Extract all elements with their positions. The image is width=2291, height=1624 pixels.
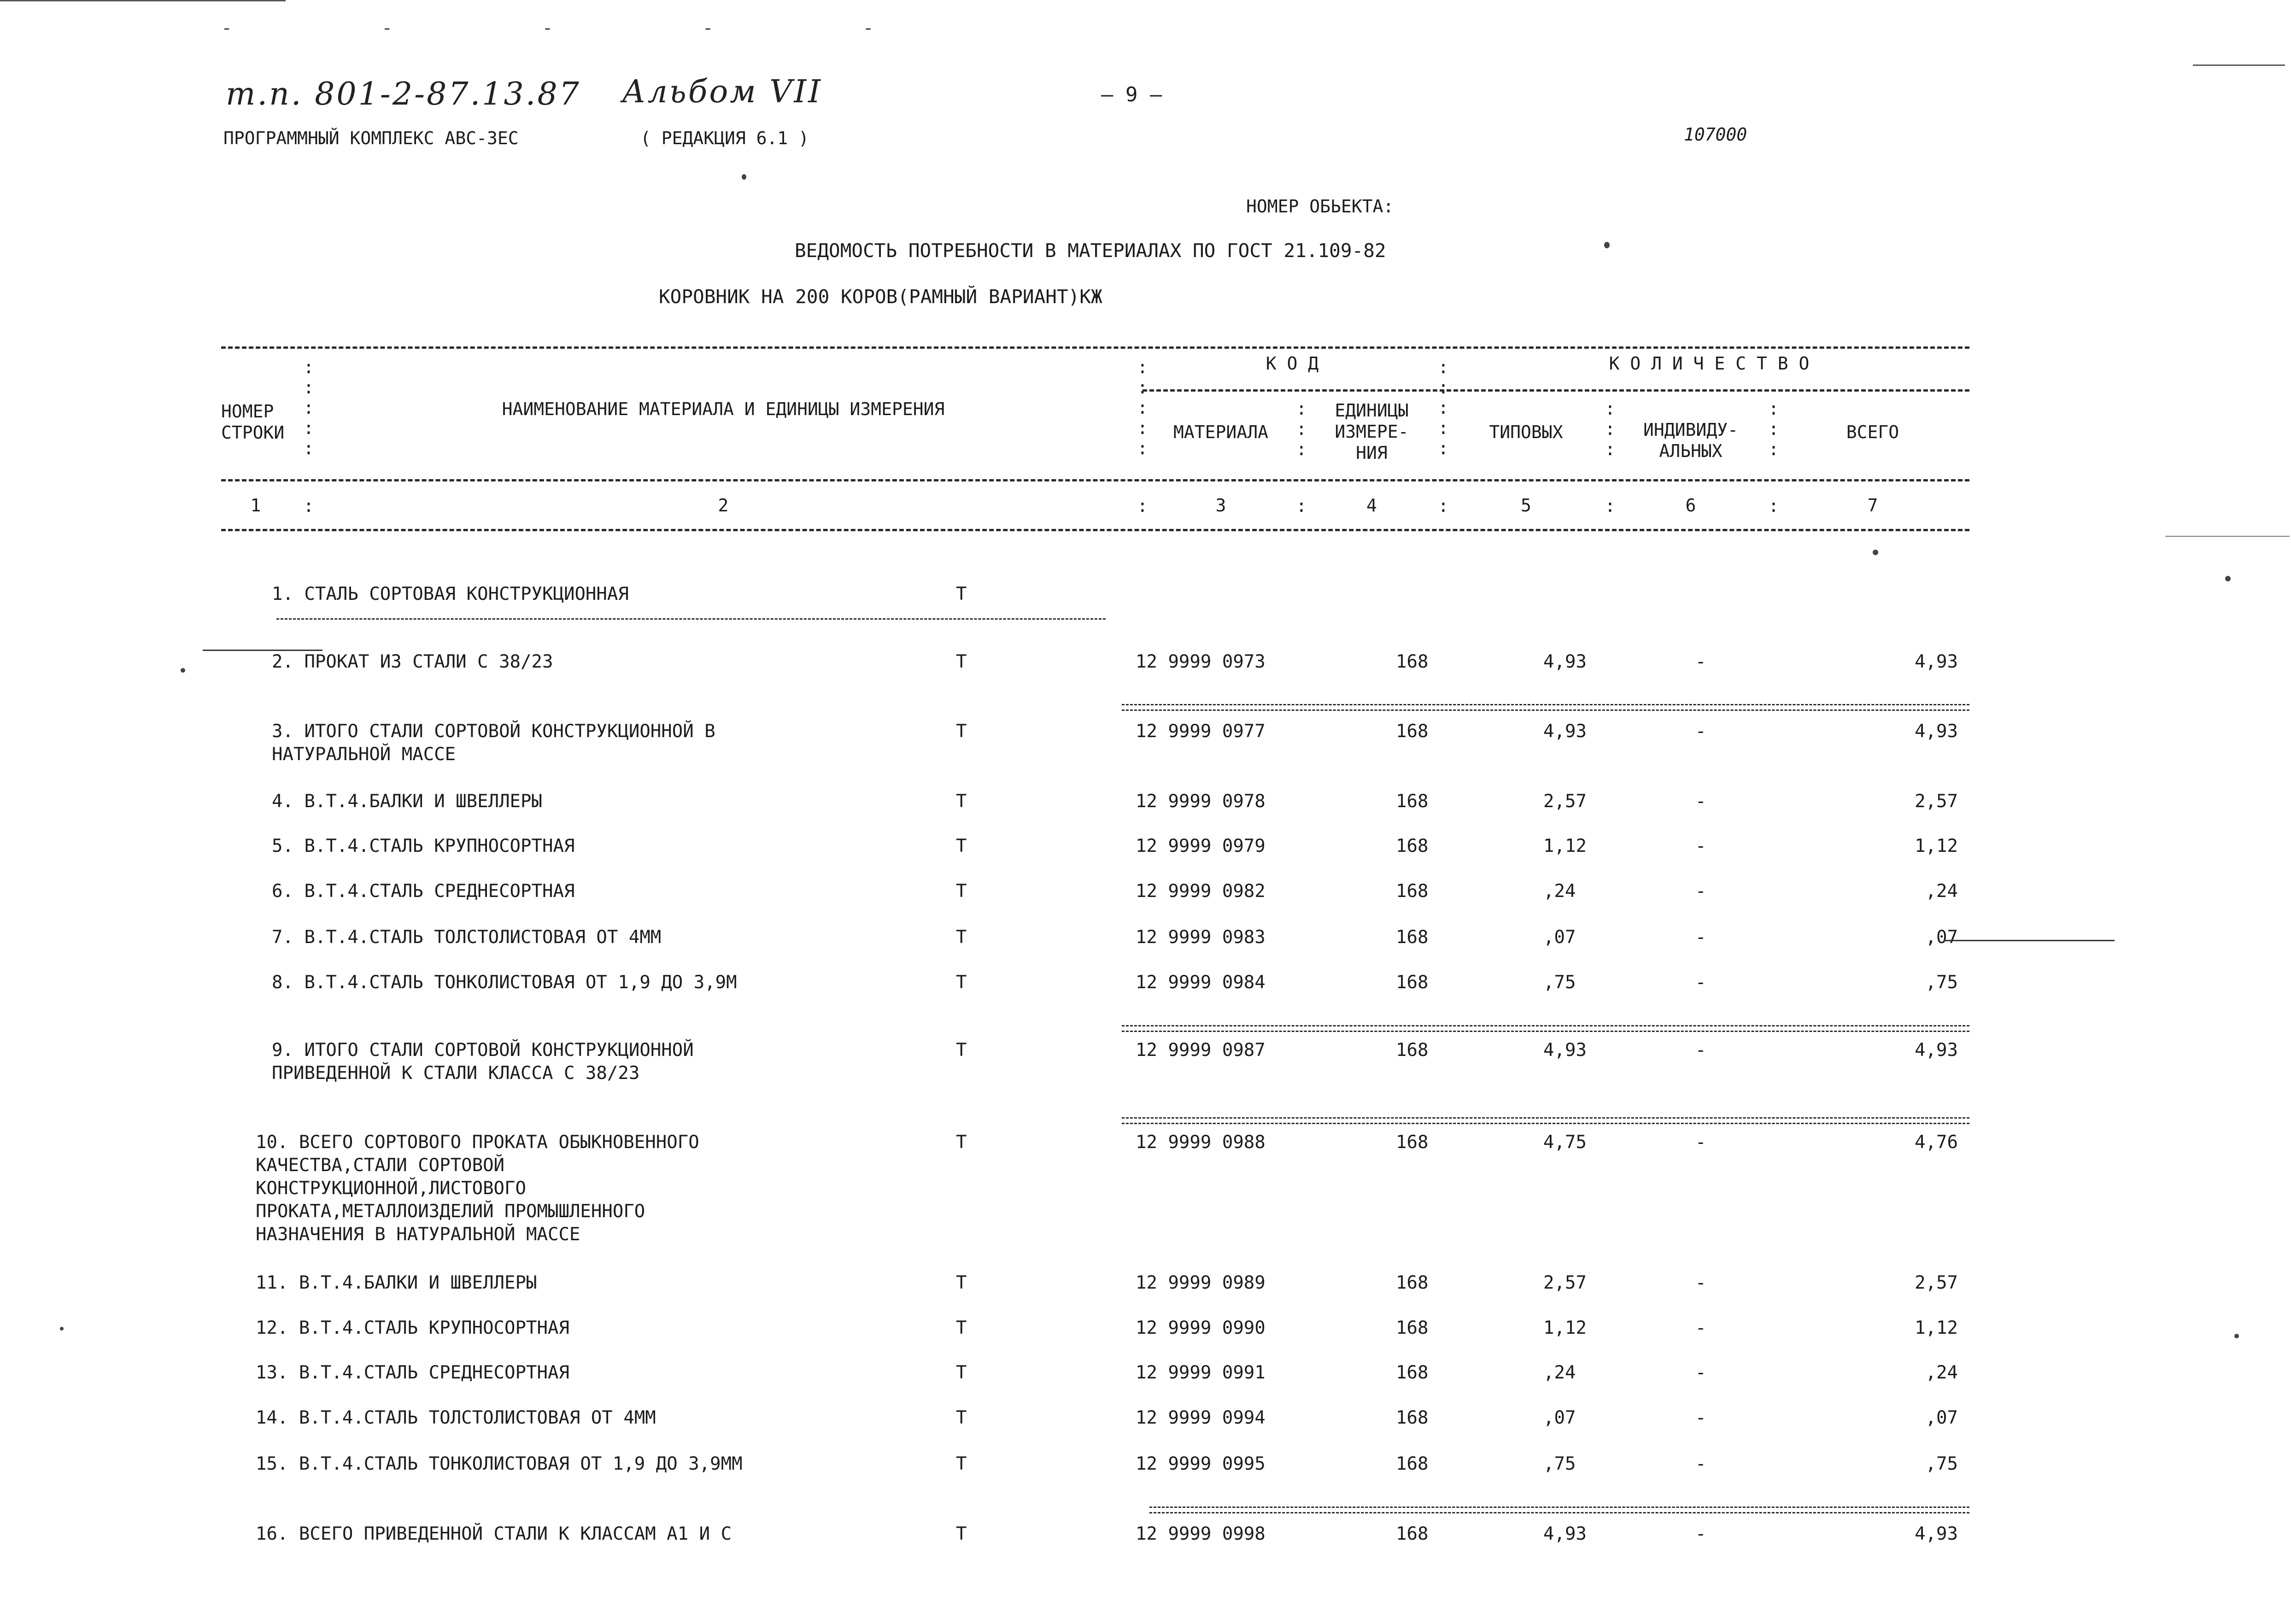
row-9-unit: Т	[956, 1040, 967, 1061]
colnum-sep-2: :	[1137, 496, 1148, 516]
row-14-code: 12 9999 0994	[1136, 1407, 1266, 1428]
object-number-label: НОМЕР ОБЬЕКТА:	[1246, 196, 1394, 217]
program-label: ПРОГРАММНЫЙ КОМПЛЕКС АВС-3ЕС	[223, 128, 519, 148]
row-2-individual: -	[1695, 651, 1706, 672]
row-3-uom: 168	[1396, 721, 1429, 742]
colnum-4: 4	[1366, 495, 1377, 516]
margin-line	[2193, 64, 2285, 66]
row-8-total: ,75	[1925, 972, 1958, 993]
row-11-individual: -	[1695, 1272, 1706, 1293]
row-15-uom: 168	[1396, 1454, 1429, 1474]
row-16-total: 4,93	[1915, 1524, 1958, 1544]
row-14-typical: ,07	[1543, 1407, 1576, 1428]
colnum-7: 7	[1867, 495, 1878, 516]
row-5-uom: 168	[1396, 836, 1429, 856]
row-7-individual: -	[1695, 927, 1706, 948]
row-11-typical: 2,57	[1543, 1272, 1587, 1293]
row-13-total: ,24	[1925, 1362, 1958, 1383]
row-12-uom: 168	[1396, 1318, 1429, 1338]
table-top-rule	[221, 346, 1969, 349]
row-12-name: 12. В.Т.4.СТАЛЬ КРУПНОСОРТНАЯ	[256, 1318, 569, 1338]
head-row-number: НОМЕР СТРОКИ	[221, 401, 285, 443]
row-5-name: 5. В.Т.4.СТАЛЬ КРУПНОСОРТНАЯ	[272, 836, 575, 856]
section-underline	[276, 618, 1106, 620]
row-15-typical: ,75	[1543, 1454, 1576, 1474]
scan-speck	[2225, 576, 2231, 581]
row-10-unit: Т	[956, 1132, 967, 1153]
row-5-individual: -	[1695, 836, 1706, 856]
subtotal-rule-4	[1149, 1507, 1969, 1513]
row-10-individual: -	[1695, 1132, 1706, 1153]
row-6-individual: -	[1695, 881, 1706, 902]
colnum-1: 1	[250, 495, 261, 516]
row-6-total: ,24	[1925, 881, 1958, 902]
row-9-individual: -	[1695, 1040, 1706, 1061]
row-14-name: 14. В.Т.4.СТАЛЬ ТОЛСТОЛИСТОВАЯ ОТ 4ММ	[256, 1407, 656, 1428]
margin-line	[2165, 536, 2290, 537]
head-qty-group: К О Л И Ч Е С Т В О	[1609, 353, 1810, 374]
colnum-sep-5: :	[1605, 496, 1616, 516]
colnum-sep-3: :	[1296, 496, 1307, 516]
row-2-typical: 4,93	[1543, 651, 1587, 672]
album-label: Альбом VII	[622, 74, 823, 110]
row-11-uom: 168	[1396, 1272, 1429, 1293]
row-14-individual: -	[1695, 1407, 1706, 1428]
scan-speck	[2234, 1334, 2239, 1338]
scan-speck	[60, 1327, 64, 1331]
scan-speck	[1873, 550, 1878, 555]
row-8-code: 12 9999 0984	[1136, 972, 1266, 993]
row-8-unit: Т	[956, 972, 967, 993]
row-7-total: ,07	[1925, 927, 1958, 948]
row-9-uom: 168	[1396, 1040, 1429, 1061]
row-13-name: 13. В.Т.4.СТАЛЬ СРЕДНЕСОРТНАЯ	[256, 1362, 569, 1383]
head-bottom-rule	[221, 479, 1969, 481]
scan-speck	[181, 668, 185, 673]
row-4-code: 12 9999 0978	[1136, 791, 1266, 812]
head-code-group: К О Д	[1266, 353, 1319, 374]
separator-4: : : : : :	[1438, 357, 1449, 458]
row-14-uom: 168	[1396, 1407, 1429, 1428]
row-7-unit: Т	[956, 927, 967, 948]
row-6-code: 12 9999 0982	[1136, 881, 1266, 902]
row-15-name: 15. В.Т.4.СТАЛЬ ТОНКОЛИСТОВАЯ ОТ 1,9 ДО 3,9ММ	[256, 1454, 743, 1474]
row-1-unit: Т	[956, 584, 967, 604]
row-9-typical: 4,93	[1543, 1040, 1587, 1061]
separator-2: : : : : :	[1137, 357, 1148, 458]
row-13-typical: ,24	[1543, 1362, 1576, 1383]
subtotal-rule-3	[1122, 1117, 1969, 1124]
row-16-individual: -	[1695, 1524, 1706, 1544]
top-artifact-marks: - - - - -	[221, 18, 943, 39]
row-12-total: 1,12	[1915, 1318, 1958, 1338]
colnum-3: 3	[1215, 495, 1226, 516]
row-5-code: 12 9999 0979	[1136, 836, 1266, 856]
row-15-total: ,75	[1925, 1454, 1958, 1474]
subtotal-rule-2	[1122, 1025, 1969, 1032]
colnum-sep-4: :	[1438, 496, 1449, 516]
row-10-uom: 168	[1396, 1132, 1429, 1153]
row-15-individual: -	[1695, 1454, 1706, 1474]
row-9-total: 4,93	[1915, 1040, 1958, 1061]
row-2-uom: 168	[1396, 651, 1429, 672]
head-total: ВСЕГО	[1846, 422, 1899, 442]
colnum-2: 2	[718, 495, 729, 516]
colnum-5: 5	[1521, 495, 1531, 516]
row-4-unit: Т	[956, 791, 967, 812]
margin-line	[1944, 940, 2115, 941]
colnum-bottom-rule	[221, 529, 1969, 531]
row-16-code: 12 9999 0998	[1136, 1524, 1266, 1544]
row-8-typical: ,75	[1543, 972, 1576, 993]
row-16-name: 16. ВСЕГО ПРИВЕДЕННОЙ СТАЛИ К КЛАССАМ А1 И С	[256, 1524, 732, 1544]
row-11-unit: Т	[956, 1272, 967, 1293]
row-7-name: 7. В.Т.4.СТАЛЬ ТОЛСТОЛИСТОВАЯ ОТ 4ММ	[272, 927, 662, 948]
object-code: 107000	[1684, 124, 1747, 145]
colnum-sep-6: :	[1768, 496, 1779, 516]
row-16-unit: Т	[956, 1524, 967, 1544]
row-7-code: 12 9999 0983	[1136, 927, 1266, 948]
row-7-uom: 168	[1396, 927, 1429, 948]
row-4-total: 2,57	[1915, 791, 1958, 812]
doc-number: т.п. 801-2-87.13.87	[226, 76, 581, 112]
row-2-unit: Т	[956, 651, 967, 672]
row-5-typical: 1,12	[1543, 836, 1587, 856]
row-16-uom: 168	[1396, 1524, 1429, 1544]
row-11-name: 11. В.Т.4.БАЛКИ И ШВЕЛЛЕРЫ	[256, 1272, 537, 1293]
row-12-typical: 1,12	[1543, 1318, 1587, 1338]
row-12-code: 12 9999 0990	[1136, 1318, 1266, 1338]
row-5-unit: Т	[956, 836, 967, 856]
row-4-typical: 2,57	[1543, 791, 1587, 812]
row-15-code: 12 9999 0995	[1136, 1454, 1266, 1474]
row-10-name: 10. ВСЕГО СОРТОВОГО ПРОКАТА ОБЫКНОВЕННОГО КАЧЕСТВА,СТАЛИ СОРТОВОЙ КОНСТРУКЦИОННОЙ,ЛИСТОВОГО ПРОКАТА,МЕТАЛЛОИЗДЕЛИЙ ПРОМЫШЛЕННОГО НАЗНАЧЕНИЯ В НАТУРАЛЬНОЙ МАССЕ	[256, 1132, 699, 1245]
row-3-individual: -	[1695, 721, 1706, 742]
row-6-typical: ,24	[1543, 881, 1576, 902]
row-8-individual: -	[1695, 972, 1706, 993]
row-10-typical: 4,75	[1543, 1132, 1587, 1153]
head-material: МАТЕРИАЛА	[1173, 422, 1268, 442]
group-rule	[1143, 389, 1969, 392]
row-15-unit: Т	[956, 1454, 967, 1474]
top-edge-line	[0, 0, 286, 1]
head-individual: ИНДИВИДУ- АЛЬНЫХ	[1643, 420, 1738, 461]
row-6-name: 6. В.Т.4.СТАЛЬ СРЕДНЕСОРТНАЯ	[272, 881, 575, 902]
scan-speck	[742, 174, 746, 180]
row-12-individual: -	[1695, 1318, 1706, 1338]
edition-label: ( РЕДАКЦИЯ 6.1 )	[640, 128, 809, 148]
head-typical: ТИПОВЫХ	[1489, 422, 1563, 442]
row-4-name: 4. В.Т.4.БАЛКИ И ШВЕЛЛЕРЫ	[272, 791, 542, 812]
separator-6: : : :	[1768, 399, 1779, 459]
row-2-name: 2. ПРОКАТ ИЗ СТАЛИ С 38/23	[272, 651, 553, 672]
row-13-uom: 168	[1396, 1362, 1429, 1383]
row-2-code: 12 9999 0973	[1136, 651, 1266, 672]
row-4-uom: 168	[1396, 791, 1429, 812]
margin-line	[203, 650, 322, 651]
row-9-code: 12 9999 0987	[1136, 1040, 1266, 1061]
row-8-uom: 168	[1396, 972, 1429, 993]
row-10-total: 4,76	[1915, 1132, 1958, 1153]
row-1-name: 1. СТАЛЬ СОРТОВАЯ КОНСТРУКЦИОННАЯ	[272, 584, 629, 604]
head-name: НАИМЕНОВАНИЕ МАТЕРИАЛА И ЕДИНИЦЫ ИЗМЕРЕНИЯ	[502, 399, 945, 419]
colnum-6: 6	[1685, 495, 1696, 516]
row-4-individual: -	[1695, 791, 1706, 812]
row-3-unit: Т	[956, 721, 967, 742]
row-3-total: 4,93	[1915, 721, 1958, 742]
separator-1: : : : : :	[303, 357, 314, 458]
row-2-total: 4,93	[1915, 651, 1958, 672]
row-6-uom: 168	[1396, 881, 1429, 902]
row-13-individual: -	[1695, 1362, 1706, 1383]
page-number: — 9 —	[1101, 83, 1162, 106]
row-3-typical: 4,93	[1543, 721, 1587, 742]
row-14-unit: Т	[956, 1407, 967, 1428]
row-7-typical: ,07	[1543, 927, 1576, 948]
statement-title: ВЕДОМОСТЬ ПОТРЕБНОСТИ В МАТЕРИАЛАХ ПО ГОСТ 21.109-82	[795, 240, 1386, 262]
row-11-code: 12 9999 0989	[1136, 1272, 1266, 1293]
row-12-unit: Т	[956, 1318, 967, 1338]
separator-5: : : :	[1605, 399, 1616, 459]
row-14-total: ,07	[1925, 1407, 1958, 1428]
subtotal-rule-1	[1122, 704, 1969, 711]
head-uom: ЕДИНИЦЫ ИЗМЕРЕ- НИЯ	[1335, 400, 1409, 463]
row-10-code: 12 9999 0988	[1136, 1132, 1266, 1153]
row-9-name: 9. ИТОГО СТАЛИ СОРТОВОЙ КОНСТРУКЦИОННОЙ ПРИВЕДЕННОЙ К СТАЛИ КЛАССА С 38/23	[272, 1040, 694, 1084]
row-13-code: 12 9999 0991	[1136, 1362, 1266, 1383]
row-13-unit: Т	[956, 1362, 967, 1383]
row-6-unit: Т	[956, 881, 967, 902]
colnum-sep-1: :	[303, 496, 314, 516]
row-16-typical: 4,93	[1543, 1524, 1587, 1544]
scan-speck	[1604, 242, 1610, 248]
row-8-name: 8. В.Т.4.СТАЛЬ ТОНКОЛИСТОВАЯ ОТ 1,9 ДО 3,9М	[272, 972, 737, 993]
row-3-name: 3. ИТОГО СТАЛИ СОРТОВОЙ КОНСТРУКЦИОННОЙ В НАТУРАЛЬНОЙ МАССЕ	[272, 721, 715, 765]
row-11-total: 2,57	[1915, 1272, 1958, 1293]
statement-subtitle: КОРОВНИК НА 200 КОРОВ(РАМНЫЙ ВАРИАНТ)КЖ	[659, 286, 1102, 308]
row-5-total: 1,12	[1915, 836, 1958, 856]
row-3-code: 12 9999 0977	[1136, 721, 1266, 742]
separator-3: : : :	[1296, 399, 1307, 459]
